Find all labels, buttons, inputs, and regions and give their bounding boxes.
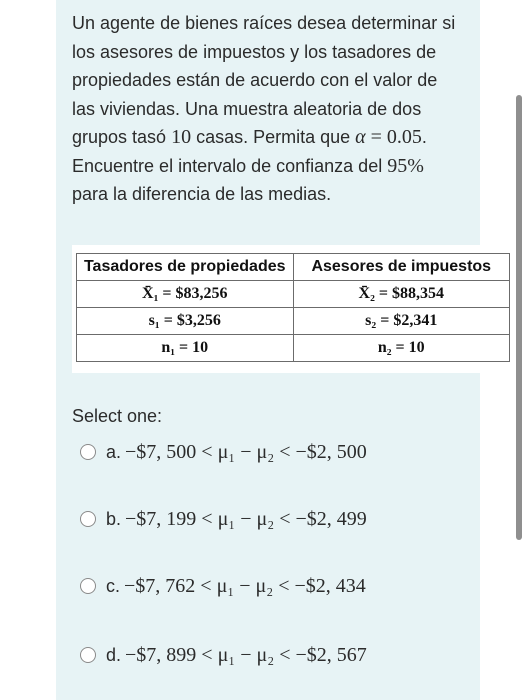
- option-expression: −$7, 199 < μ₁ − μ₂ < −$2, 499: [125, 507, 367, 530]
- table-cell-n-2: n₂ = 10: [293, 335, 510, 362]
- option-expression: −$7, 500 < μ₁ − μ₂ < −$2, 500: [125, 440, 367, 463]
- confidence-level: 95%: [387, 154, 424, 177]
- table-header-asesores: Asesores de impuestos: [293, 254, 510, 281]
- option-expression: −$7, 762 < μ₁ − μ₂ < −$2, 434: [124, 574, 366, 597]
- table-cell-n-1: n₁ = 10: [77, 335, 294, 362]
- option-expression: −$7, 899 < μ₁ − μ₂ < −$2, 567: [125, 643, 367, 666]
- data-table-container: [72, 245, 510, 373]
- table-cell-sd-1: s₁ = $3,256: [77, 308, 294, 335]
- question-text-part: casas. Permita que: [191, 127, 356, 147]
- table-cell-sd-2: s₂ = $2,341: [293, 308, 510, 335]
- table-row: [77, 308, 510, 335]
- option-letter: d.: [106, 644, 122, 665]
- radio-button-d[interactable]: [80, 647, 96, 663]
- data-table: [76, 253, 510, 362]
- table-header-tasadores: Tasadores de propiedades: [77, 254, 294, 281]
- radio-button-c[interactable]: [80, 578, 96, 594]
- answer-option-d[interactable]: [80, 641, 367, 669]
- alpha-symbol: α: [355, 126, 366, 148]
- table-cell-mean-2: X̄₂ = $88,354: [293, 281, 510, 308]
- option-letter: a.: [106, 441, 122, 462]
- question-text-part: . Encuentre el intervalo de confianza del: [72, 127, 427, 176]
- radio-button-a[interactable]: [80, 444, 96, 460]
- table-row: [77, 281, 510, 308]
- table-row: [77, 335, 510, 362]
- select-one-label: Select one:: [72, 406, 163, 426]
- radio-button-b[interactable]: [80, 511, 96, 527]
- sample-count: 10: [171, 126, 192, 148]
- option-letter: c.: [106, 575, 121, 596]
- question-panel: [56, 0, 492, 700]
- question-text-part: Un agente de bienes raíces desea determinar si los asesores de impuestos y los tasadores de propiedades están de acuerdo con el valor de las viviendas. Una muestra aleatoria de dos grupos tasó: [72, 13, 456, 147]
- question-text-part: para la diferencia de las medias.: [72, 184, 332, 204]
- table-cell-mean-1: X̄₁ = $83,256: [77, 281, 294, 308]
- answer-option-c[interactable]: [80, 572, 366, 600]
- vertical-scrollbar[interactable]: [516, 95, 522, 540]
- option-letter: b.: [106, 508, 122, 529]
- question-text: [72, 9, 464, 209]
- alpha-value: = 0.05: [365, 126, 422, 148]
- answer-option-b[interactable]: [80, 505, 367, 533]
- answer-option-a[interactable]: [80, 438, 367, 466]
